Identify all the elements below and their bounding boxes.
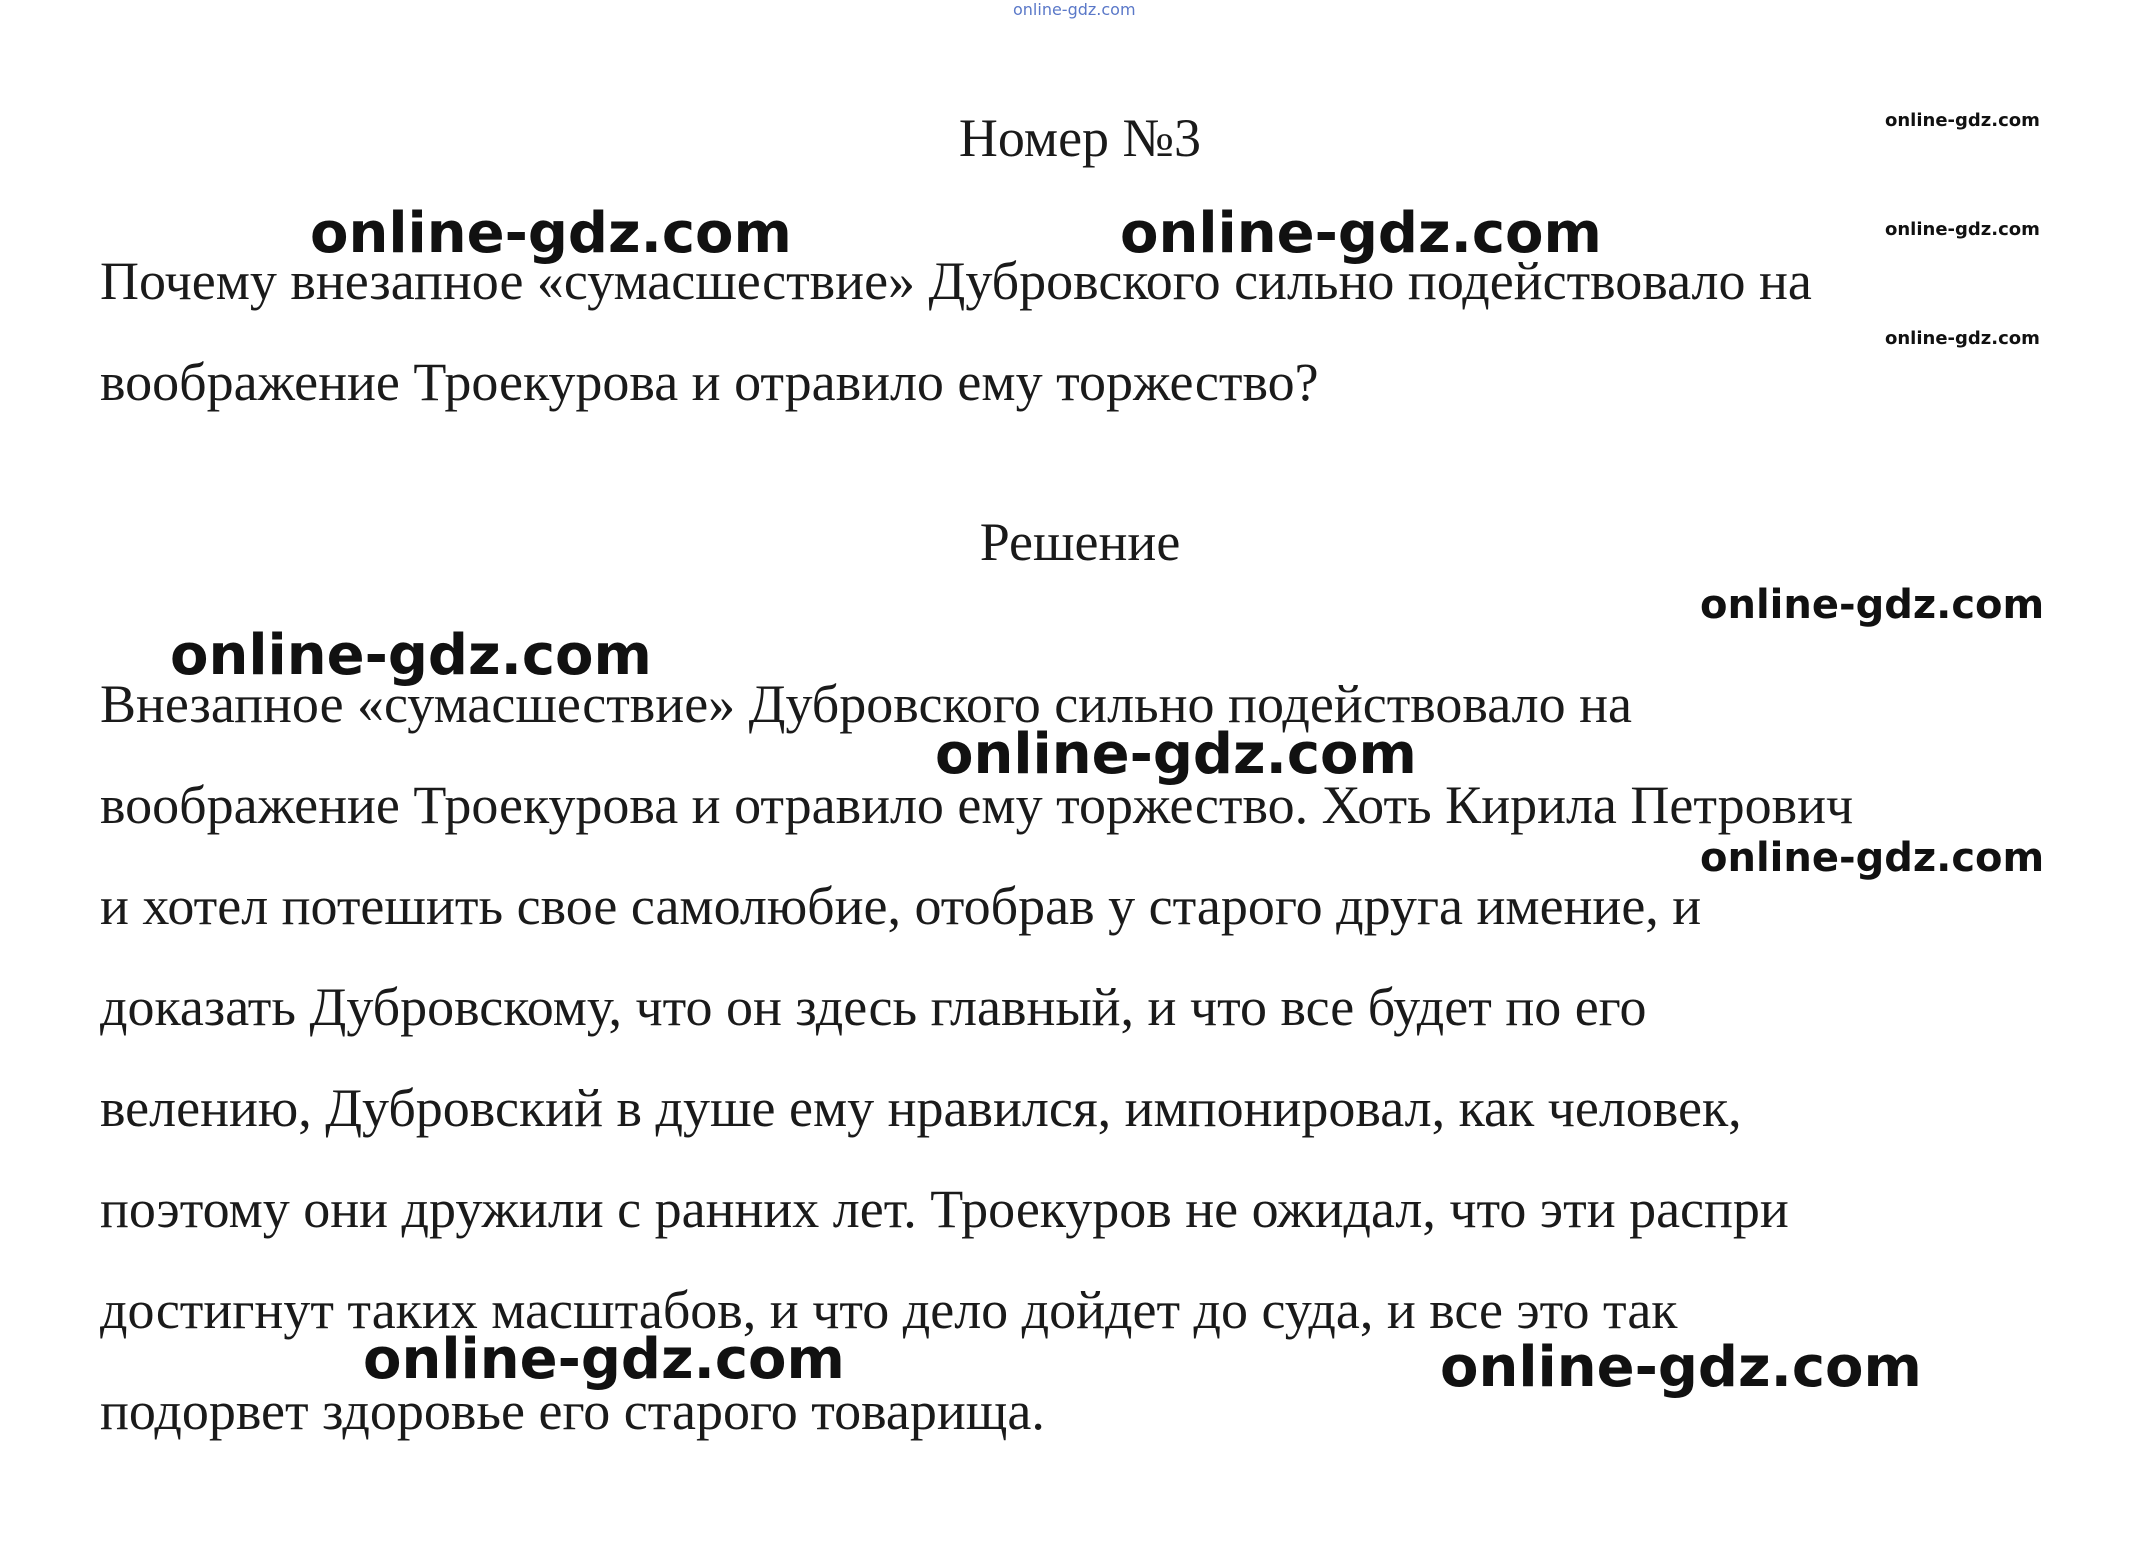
page-title: Номер №3 [958, 108, 1202, 168]
watermark-3: online-gdz.com [1700, 582, 2045, 628]
watermark-right-1: online-gdz.com [1885, 110, 2040, 131]
answer-line: достигнут таких масштабов, и что дело дойдет до суда, и все это так [100, 1280, 1678, 1340]
answer-line: воображение Троекурова и отравило ему торжество. Хоть Кирила Петрович [100, 775, 1854, 835]
watermark-6: online-gdz.com [1700, 835, 2045, 881]
watermark-5: online-gdz.com [935, 722, 1417, 787]
watermark-4: online-gdz.com [170, 623, 652, 688]
watermark-right-3: online-gdz.com [1885, 328, 2040, 349]
watermark-8: online-gdz.com [1440, 1335, 1922, 1400]
question-line: воображение Троекурова и отравило ему торжество? [100, 352, 1319, 412]
question-line: Почему внезапное «сумасшествие» Дубровского сильно подействовало на [100, 251, 1812, 311]
answer-line: поэтому они дружили с ранних лет. Троекуров не ожидал, что эти распри [100, 1179, 1789, 1239]
answer-line: и хотел потешить свое самолюбие, отобрав у старого друга имение, и [100, 876, 1702, 936]
watermark-1: online-gdz.com [310, 201, 792, 266]
watermark-2: online-gdz.com [1120, 201, 1602, 266]
solution-heading: Решение [979, 512, 1181, 572]
watermark-7: online-gdz.com [363, 1327, 845, 1392]
answer-line: Внезапное «сумасшествие» Дубровского сильно подействовало на [100, 674, 1632, 734]
answer-line: доказать Дубровскому, что он здесь главный, и что все будет по его [100, 977, 1647, 1037]
watermark-right-2: online-gdz.com [1885, 219, 2040, 240]
answer-line: велению, Дубровский в душе ему нравился, импонировал, как человек, [100, 1078, 1742, 1138]
watermark-top: online-gdz.com [1013, 0, 1136, 19]
answer-line: подорвет здоровье его старого товарища. [100, 1381, 1045, 1441]
